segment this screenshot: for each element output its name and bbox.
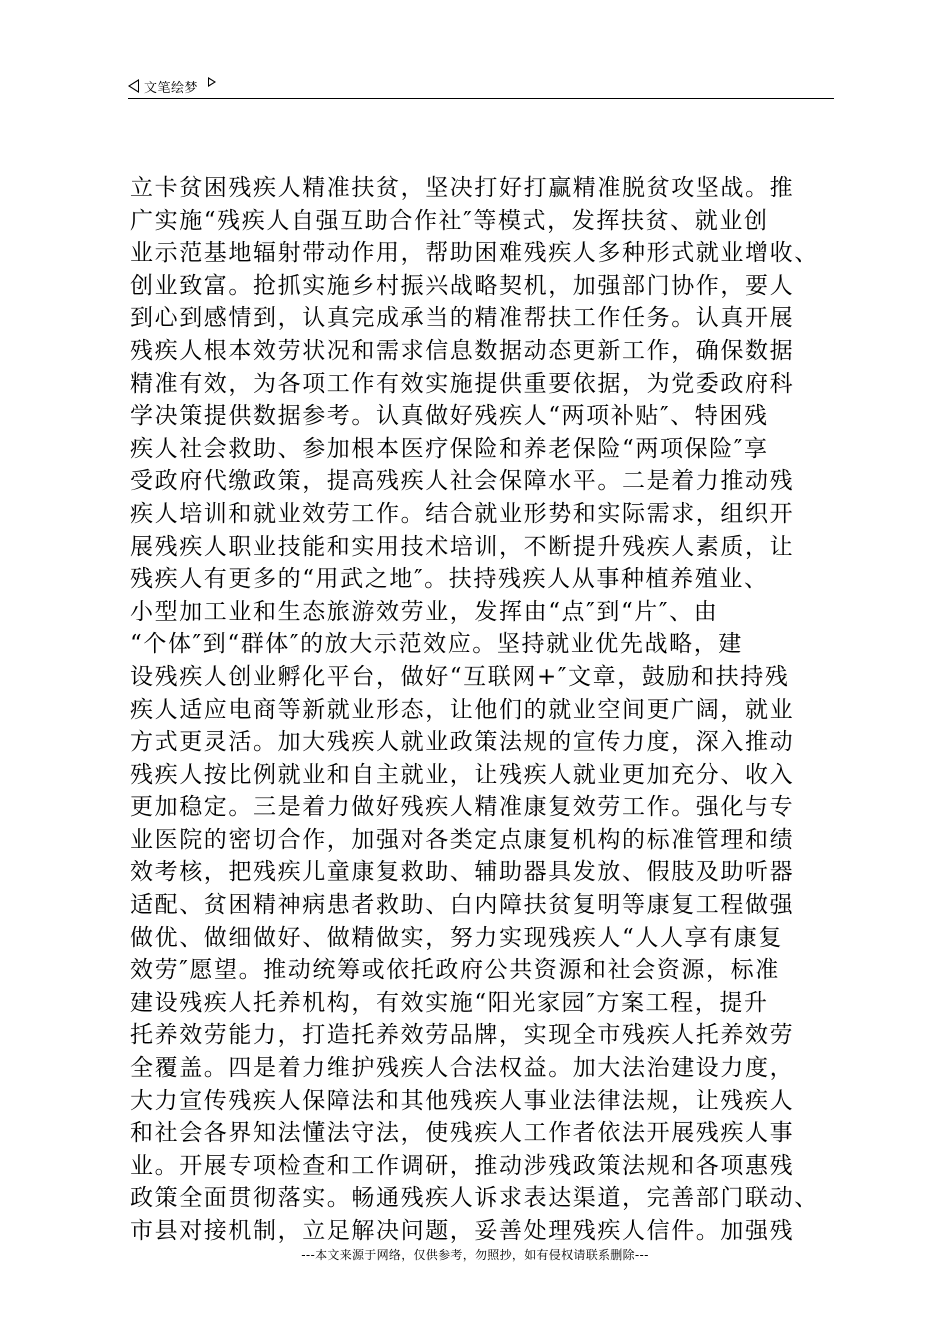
body-line: 设残疾人创业孵化平台，做好“互联网+″文章，鼓励和扶持残 [130, 663, 790, 690]
footer-disclaimer: ---本文来源于网络，仅供参考，勿照抄，如有侵权请联系删除--- [301, 1248, 649, 1262]
body-line: 广实施“残疾人自强互助合作社″等模式，发挥扶贫、就业创 [130, 207, 769, 234]
body-line: 受政府代缴政策，提高残疾人社会保障水平。二是着力推动残 [130, 468, 795, 495]
triangle-right-icon [208, 77, 216, 87]
body-line: 和社会各界知法懂法守法，使残疾人工作者依法开展残疾人事 [130, 1120, 795, 1147]
body-line: 市县对接机制，立足解决问题，妥善处理残疾人信件。加强残 [130, 1218, 795, 1244]
body-line: 疾人培训和就业效劳工作。结合就业形势和实际需求，组织开 [130, 500, 795, 527]
body-line: 适配、贫困精神病患者救助、白内障扶贫复明等康复工程做强 [130, 892, 795, 919]
body-line: 业。开展专项检查和工作调研，推动涉残政策法规和各项惠残 [130, 1152, 795, 1179]
body-line: 效考核，把残疾儿童康复救助、辅助器具发放、假肢及助听器 [130, 859, 795, 886]
body-line: “个体″到“群体″的放大示范效应。坚持就业优先战略，建 [130, 631, 743, 658]
header-brand: 文笔绘梦 [144, 80, 199, 96]
body-line: 做优、做细做好、做精做实，努力实现残疾人“人人享有康复 [130, 924, 783, 951]
body-line: 建设残疾人托养机构，有效实施“阳光家园″方案工程，提升 [130, 989, 769, 1016]
body-line: 立卡贫困残疾人精准扶贫，坚决打好打赢精准脱贫攻坚战。推 [130, 175, 795, 201]
body-line: 全覆盖。四是着力维护残疾人合法权益。加大法治建设力度， [130, 1055, 795, 1082]
body-line: 业示范基地辐射带动作用，帮助困难残疾人多种形式就业增收、 [130, 240, 819, 267]
triangle-left-icon [128, 79, 139, 93]
body-line: 学决策提供数据参考。认真做好残疾人“两项补贴″、特困残 [130, 403, 769, 430]
body-line: 创业致富。抢抓实施乡村振兴战略契机，加强部门协作，要人 [130, 272, 795, 299]
body-line: 到心到感情到，认真完成承当的精准帮扶工作任务。认真开展 [130, 305, 795, 332]
body-line: 小型加工业和生态旅游效劳业，发挥由“点″到“片″、由 [130, 598, 719, 625]
body-line: 展残疾人职业技能和实用技术培训，不断提升残疾人素质，让 [130, 533, 795, 560]
body-line: 大力宣传残疾人保障法和其他残疾人事业法律法规，让残疾人 [130, 1087, 795, 1114]
body-line: 残疾人根本效劳状况和需求信息数据动态更新工作，确保数据 [130, 337, 795, 364]
body-line: 疾人社会救助、参加根本医疗保险和养老保险“两项保险″享 [130, 435, 769, 462]
body-line: 残疾人按比例就业和自主就业，让残疾人就业更加充分、收入 [130, 761, 795, 788]
body-line: 效劳″愿望。推动统筹或依托政府公共资源和社会资源，标准 [130, 957, 780, 984]
body-line: 业医院的密切合作，加强对各类定点康复机构的标准管理和绩 [130, 826, 795, 853]
body-line: 更加稳定。三是着力做好残疾人精准康复效劳工作。强化与专 [130, 794, 795, 821]
body-line: 精准有效，为各项工作有效实施提供重要依据，为党委政府科 [130, 370, 795, 397]
body-line: 疾人适应电商等新就业形态，让他们的就业空间更广阔，就业 [130, 696, 795, 723]
page-header [128, 74, 834, 99]
body-line: 残疾人有更多的“用武之地″。扶持残疾人从事种植养殖业、 [130, 566, 769, 593]
body-text [130, 172, 850, 1248]
body-line: 方式更灵活。加大残疾人就业政策法规的宣传力度，深入推动 [130, 729, 795, 756]
body-line: 政策全面贯彻落实。畅通残疾人诉求表达渠道，完善部门联动、 [130, 1185, 819, 1212]
body-line: 托养效劳能力，打造托养效劳品牌，实现全市残疾人托养效劳 [130, 1022, 795, 1049]
